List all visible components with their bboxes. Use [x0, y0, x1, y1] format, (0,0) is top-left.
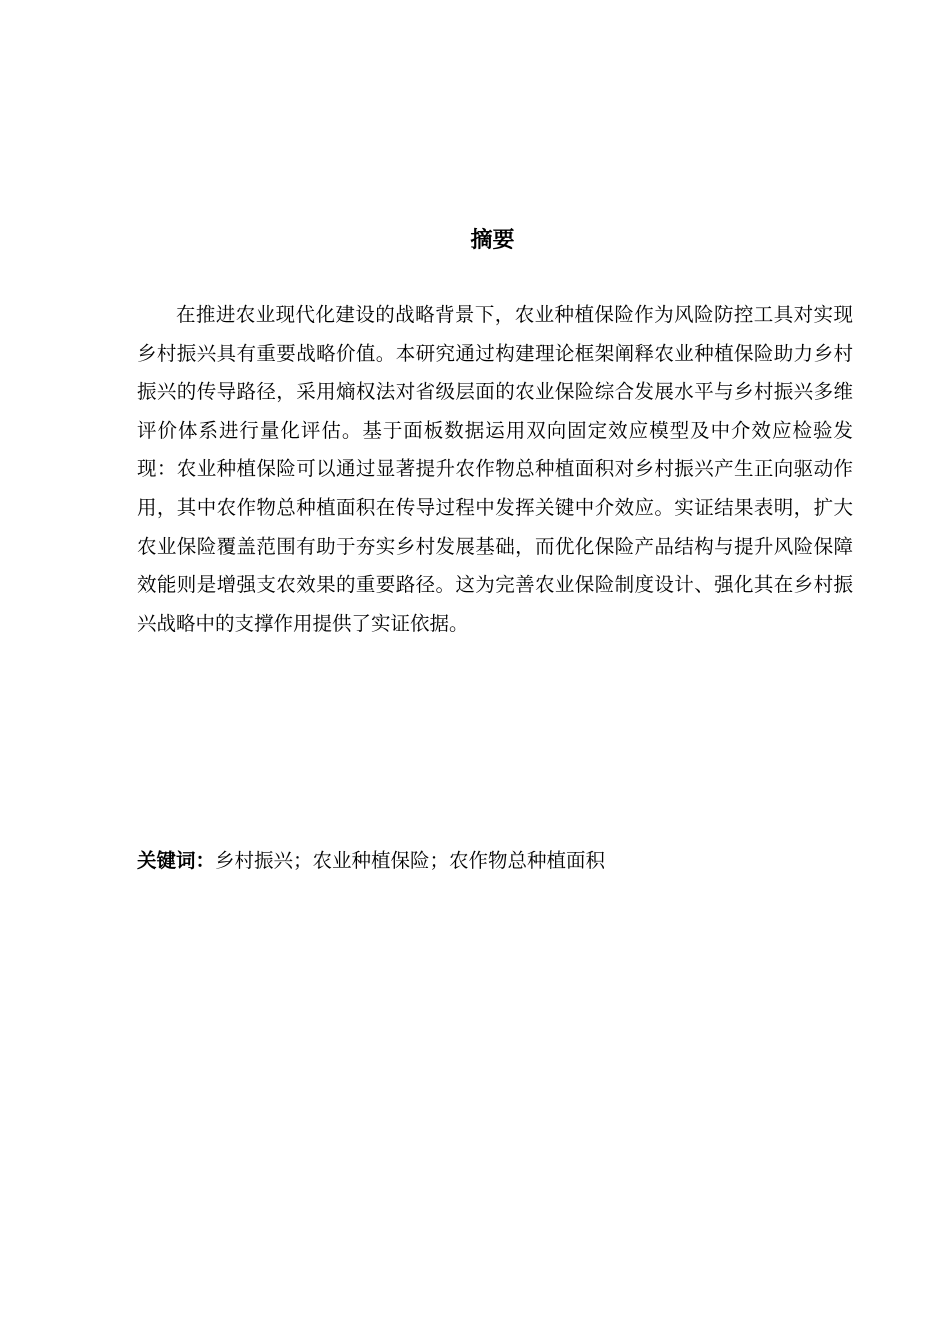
keywords-values: 乡村振兴；农业种植保险；农作物总种植面积: [215, 849, 606, 872]
keywords-line: [137, 845, 853, 877]
abstract-title: 摘要: [470, 228, 515, 253]
keywords-label: 关键词：: [137, 849, 216, 872]
abstract-body: 在推进农业现代化建设的战略背景下，农业种植保险作为风险防控工具对实现乡村振兴具有重要战略价值。本研究通过构建理论框架阐释农业种植保险助力乡村振兴的传导路径，采用熵权法对省级层面的农业保险综合发展水平与乡村振兴多维评价体系进行量化评估。基于面板数据运用双向固定效应模型及中介效应检验发现：农业种植保险可以通过显著提升农作物总种植面积对乡村振兴产生正向驱动作用，其中农作物总种植面积在传导过程中发挥关键中介效应。实证结果表明，扩大农业保险覆盖范围有助于夯实乡村发展基础，而优化保险产品结构与提升风险保障效能则是增强支农效果的重要路径。这为完善农业保险制度设计、强化其在乡村振兴战略中的支撑作用提供了实证依据。: [137, 303, 853, 635]
